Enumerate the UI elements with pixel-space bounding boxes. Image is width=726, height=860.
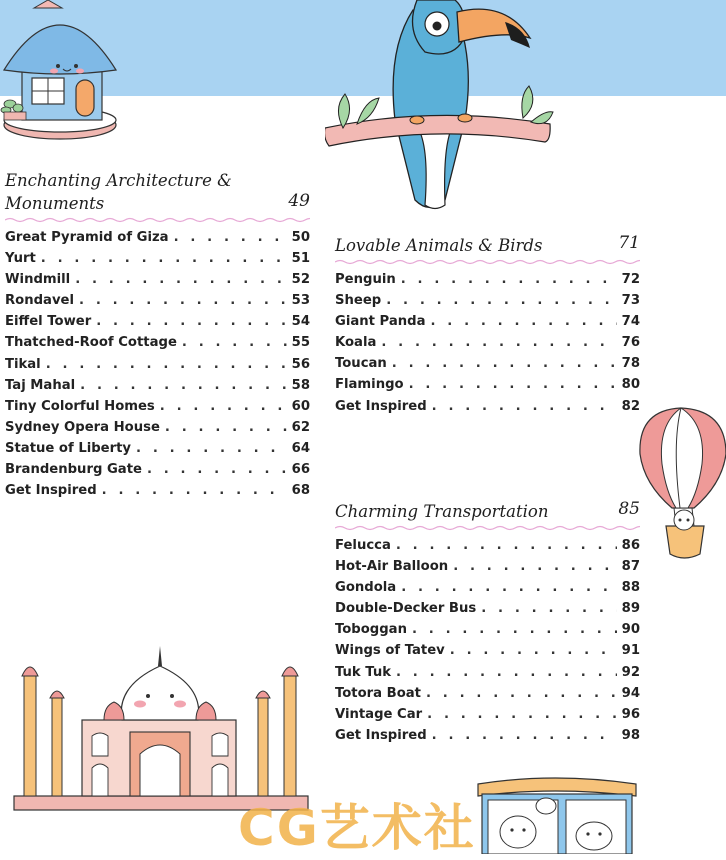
toc-entry[interactable] — [5, 480, 310, 501]
entry-title: Get Inspired — [5, 483, 97, 499]
toc-entry[interactable] — [5, 396, 310, 417]
toc-entry[interactable] — [335, 725, 640, 746]
dot-leader — [182, 332, 287, 353]
dot-leader — [412, 619, 617, 640]
dot-leader — [401, 269, 617, 290]
entry-title: Taj Mahal — [5, 377, 76, 393]
toc-entry[interactable] — [5, 332, 310, 353]
dot-leader — [46, 354, 287, 375]
entry-title: Great Pyramid of Giza — [5, 230, 169, 245]
toc-entry[interactable] — [335, 290, 640, 311]
entry-title: Rondavel — [5, 293, 75, 309]
dot-leader — [481, 598, 616, 619]
toc-entry[interactable] — [335, 269, 640, 290]
toc-section-transportation — [335, 500, 640, 746]
entry-page: 55 — [291, 335, 310, 351]
dot-leader — [147, 459, 287, 480]
entry-title: Windmill — [5, 272, 71, 288]
dot-leader — [96, 311, 286, 332]
dot-leader — [136, 438, 287, 459]
toc-list — [335, 269, 640, 417]
dot-leader — [392, 353, 617, 374]
entry-title: Vintage Car — [335, 706, 423, 722]
entry-title: Gondola — [335, 580, 397, 596]
entry-page: 86 — [621, 538, 640, 553]
dot-leader — [160, 396, 287, 417]
section-page-number: 71 — [618, 233, 640, 253]
entry-page: 89 — [621, 601, 640, 617]
dot-leader — [174, 227, 287, 248]
wavy-divider — [335, 525, 640, 531]
entry-page: 64 — [291, 440, 310, 456]
entry-page: 68 — [291, 483, 310, 499]
cottage-illustration — [0, 0, 120, 142]
entry-title: Toucan — [335, 356, 387, 372]
dot-leader — [80, 375, 287, 396]
toc-entry[interactable] — [335, 353, 640, 374]
toc-entry[interactable] — [335, 662, 640, 683]
entry-title: Tuk Tuk — [335, 664, 391, 680]
entry-page: 90 — [621, 622, 640, 638]
dot-leader — [427, 704, 616, 725]
section-heading — [335, 500, 640, 523]
entry-title: Flamingo — [335, 377, 404, 393]
entry-title: Tiny Colorful Homes — [5, 398, 155, 414]
entry-title: Brandenburg Gate — [5, 462, 142, 478]
wavy-divider — [5, 217, 310, 223]
dot-leader — [386, 290, 616, 311]
toc-entry[interactable] — [335, 577, 640, 598]
entry-title: Totora Boat — [335, 685, 421, 701]
entry-page: 76 — [621, 335, 640, 351]
toc-list — [335, 535, 640, 746]
toc-entry[interactable] — [335, 640, 640, 661]
entry-page: 62 — [291, 419, 310, 435]
toucan-illustration — [325, 0, 555, 215]
entry-page: 88 — [621, 580, 640, 596]
toc-entry[interactable] — [5, 269, 310, 290]
entry-title: Felucca — [335, 538, 391, 553]
toc-section-architecture — [5, 169, 310, 501]
toc-entry[interactable] — [335, 598, 640, 619]
entry-title: Hot-Air Balloon — [335, 559, 449, 575]
toc-entry[interactable] — [335, 556, 640, 577]
toc-entry[interactable] — [5, 227, 310, 248]
tuk-tuk-illustration — [474, 772, 640, 854]
entry-page: 72 — [621, 272, 640, 287]
entry-page: 87 — [621, 559, 640, 575]
entry-page: 92 — [621, 664, 640, 680]
entry-title: Get Inspired — [335, 727, 427, 743]
dot-leader — [453, 556, 616, 577]
entry-title: Toboggan — [335, 622, 407, 638]
dot-leader — [79, 290, 287, 311]
toc-entry[interactable] — [5, 438, 310, 459]
entry-page: 54 — [291, 314, 310, 330]
entry-page: 66 — [291, 462, 310, 478]
entry-page: 60 — [291, 398, 310, 414]
toc-entry[interactable] — [5, 417, 310, 438]
toc-entry[interactable] — [335, 704, 640, 725]
dot-leader — [75, 269, 286, 290]
toc-entry[interactable] — [5, 290, 310, 311]
entry-title: Statue of Liberty — [5, 440, 132, 456]
section-title: Enchanting Architecture & Monuments — [5, 171, 232, 213]
dot-leader — [396, 662, 617, 683]
toc-section-animals — [335, 234, 640, 417]
entry-title: Penguin — [335, 272, 396, 287]
entry-page: 82 — [621, 398, 640, 414]
dot-leader — [401, 577, 616, 598]
toc-entry[interactable] — [5, 375, 310, 396]
entry-title: Thatched-Roof Cottage — [5, 335, 177, 351]
toc-entry[interactable] — [335, 535, 640, 556]
entry-title: Giant Panda — [335, 314, 426, 330]
section-page-number: 85 — [618, 499, 640, 519]
wavy-divider — [335, 259, 640, 265]
section-title: Lovable Animals & Birds — [335, 236, 543, 255]
dot-leader — [396, 535, 617, 556]
toc-entry[interactable] — [335, 396, 640, 417]
toc-entry[interactable] — [5, 311, 310, 332]
toc-entry[interactable] — [335, 374, 640, 395]
entry-page: 74 — [621, 314, 640, 330]
entry-page: 80 — [621, 377, 640, 393]
entry-page: 94 — [621, 685, 640, 701]
dot-leader — [432, 725, 617, 746]
section-heading — [5, 169, 310, 215]
toc-entry[interactable] — [335, 332, 640, 353]
entry-page: 78 — [621, 356, 640, 372]
entry-page: 51 — [291, 251, 310, 267]
toc-entry[interactable] — [335, 683, 640, 704]
toc-entry[interactable] — [335, 311, 640, 332]
toc-list — [5, 227, 310, 501]
dot-leader — [165, 417, 287, 438]
toc-entry[interactable] — [5, 354, 310, 375]
dot-leader — [102, 480, 287, 501]
entry-title: Sheep — [335, 293, 382, 309]
entry-page: 98 — [621, 727, 640, 743]
toc-entry[interactable] — [335, 619, 640, 640]
dot-leader — [409, 374, 617, 395]
toc-entry[interactable] — [5, 248, 310, 269]
hot-air-balloon-illustration — [636, 404, 726, 564]
entry-page: 73 — [621, 293, 640, 309]
entry-page: 52 — [291, 272, 310, 288]
entry-page: 50 — [291, 230, 310, 245]
dot-leader — [432, 396, 617, 417]
entry-page: 91 — [621, 643, 640, 659]
section-page-number: 49 — [288, 191, 310, 211]
entry-page: 56 — [291, 356, 310, 372]
dot-leader — [381, 332, 616, 353]
section-title: Charming Transportation — [335, 502, 549, 521]
entry-title: Eiffel Tower — [5, 314, 92, 330]
watermark-logo: CG艺术社 — [238, 799, 476, 857]
dot-leader — [430, 311, 616, 332]
toc-entry[interactable] — [5, 459, 310, 480]
entry-page: 53 — [291, 293, 310, 309]
entry-title: Sydney Opera House — [5, 419, 160, 435]
entry-title: Double-Decker Bus — [335, 601, 477, 617]
section-heading — [335, 234, 640, 257]
dot-leader — [41, 248, 287, 269]
entry-title: Yurt — [5, 251, 36, 267]
entry-title: Get Inspired — [335, 398, 427, 414]
dot-leader — [426, 683, 617, 704]
dot-leader — [450, 640, 617, 661]
entry-title: Wings of Tatev — [335, 643, 445, 659]
entry-title: Koala — [335, 335, 377, 351]
entry-title: Tikal — [5, 356, 41, 372]
entry-page: 96 — [621, 706, 640, 722]
entry-page: 58 — [291, 377, 310, 393]
